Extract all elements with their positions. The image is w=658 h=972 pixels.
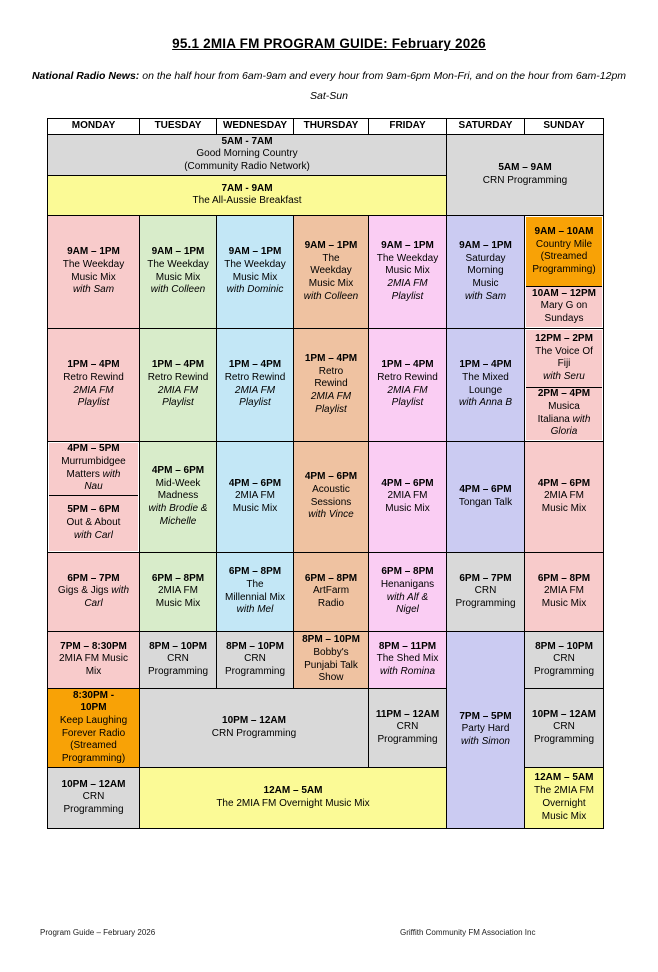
header-monday: MONDAY <box>48 118 140 134</box>
row-9am <box>48 215 604 328</box>
cell-mon-music-mix-7pm: 7PM – 8:30PM 2MIA FM Music Mix <box>48 631 140 688</box>
cell-tue-midweek-madness: 4PM – 6PM Mid-Week Madness with Brodie & Michelle <box>140 441 217 552</box>
news-note-label: National Radio News: <box>31 70 140 82</box>
cell-tue-music-mix-6pm: 6PM – 8PM 2MIA FM Music Mix <box>140 552 217 631</box>
row-6pm <box>48 552 604 631</box>
row-4pm <box>48 441 604 552</box>
cell-sat-tongan-talk: 4PM – 6PM Tongan Talk <box>447 441 525 552</box>
cell-fri-shed-mix: 8PM – 11PM The Shed Mix with Romina <box>369 631 447 688</box>
cell-wed-music-mix-4pm: 4PM – 6PM 2MIA FM Music Mix <box>217 441 294 552</box>
header-thursday: THURSDAY <box>294 118 369 134</box>
header-tuesday: TUESDAY <box>140 118 217 134</box>
footer-right: Griffith Community FM Association Inc <box>400 928 536 937</box>
cell-sat-mixed-lounge: 1PM – 4PM The Mixed Lounge with Anna B <box>447 328 525 441</box>
cell-weekend-crn-morning: 5AM – 9AM CRN Programming <box>447 134 604 215</box>
cell-sat-crn-6pm: 6PM – 7PM CRN Programming <box>447 552 525 631</box>
header-wednesday: WEDNESDAY <box>217 118 294 134</box>
cell-sun-country-mile: 9AM – 10AM Country Mile (Streamed Programming) <box>526 217 602 287</box>
news-note-text: on the half hour from 6am-9am and every hour from 9am-6pm Mon-Fri, and on the hour from 6am-12pm Sat-Sun <box>139 70 627 103</box>
cell-sun-overnight-music-mix: 12AM – 5AM The 2MIA FM Overnight Music Mix <box>525 767 604 828</box>
cell-wed-millennial-mix: 6PM – 8PM The Millennial Mix with Mel <box>217 552 294 631</box>
cell-thu-retro-rewind: 1PM – 4PM Retro Rewind 2MIA FM Playlist <box>294 328 369 441</box>
cell-tue-thu-crn-10pm: 10PM – 12AM CRN Programming <box>140 688 369 767</box>
page-title: 95.1 2MIA FM PROGRAM GUIDE: February 2026 <box>172 36 486 51</box>
cell-tue-crn-8pm: 8PM – 10PM CRN Programming <box>140 631 217 688</box>
cell-fri-music-mix-4pm: 4PM – 6PM 2MIA FM Music Mix <box>369 441 447 552</box>
row-1pm <box>48 328 604 441</box>
row-5am <box>48 134 604 175</box>
cell-fri-henanigans: 6PM – 8PM Henanigans with Alf & Nigel <box>369 552 447 631</box>
header-friday: FRIDAY <box>369 118 447 134</box>
cell-good-morning-country: 5AM - 7AM Good Morning Country (Community Radio Network) <box>48 134 447 175</box>
cell-mon-keep-laughing-forever: 8:30PM - 10PM Keep Laughing Forever Radio (Streamed Programming) <box>48 688 140 767</box>
cell-fri-retro-rewind: 1PM – 4PM Retro Rewind 2MIA FM Playlist <box>369 328 447 441</box>
header-sunday: SUNDAY <box>525 118 604 134</box>
cell-sun-crn-10pm: 10PM – 12AM CRN Programming <box>525 688 604 767</box>
cell-sat-party-hard: 7PM – 5PM Party Hard with Simon <box>447 631 525 828</box>
cell-fri-weekday-music-mix: 9AM – 1PM The Weekday Music Mix 2MIA FM Playlist <box>369 215 447 328</box>
cell-mon-afternoon-split <box>48 441 140 552</box>
footer-left: Program Guide – February 2026 <box>40 928 156 937</box>
news-note <box>29 66 629 107</box>
cell-wed-retro-rewind: 1PM – 4PM Retro Rewind 2MIA FM Playlist <box>217 328 294 441</box>
cell-wed-crn-8pm: 8PM – 10PM CRN Programming <box>217 631 294 688</box>
program-schedule-table <box>47 118 604 829</box>
cell-mon-weekday-music-mix: 9AM – 1PM The Weekday Music Mix with Sam <box>48 215 140 328</box>
cell-thu-acoustic-sessions: 4PM – 6PM Acoustic Sessions with Vince <box>294 441 369 552</box>
cell-mon-retro-rewind: 1PM – 4PM Retro Rewind 2MIA FM Playlist <box>48 328 140 441</box>
cell-sat-saturday-morning-music: 9AM – 1PM Saturday Morning Music with Sam <box>447 215 525 328</box>
cell-sun-music-mix-6pm: 6PM – 8PM 2MIA FM Music Mix <box>525 552 604 631</box>
row-8pm <box>48 631 604 688</box>
cell-sun-midday-split <box>525 328 604 441</box>
cell-sun-voice-of-fiji: 12PM – 2PM The Voice Of Fiji with Seru <box>526 330 602 388</box>
cell-sun-crn-8pm: 8PM – 10PM CRN Programming <box>525 631 604 688</box>
cell-tue-weekday-music-mix: 9AM – 1PM The Weekday Music Mix with Colleen <box>140 215 217 328</box>
cell-mon-murrumbidgee-matters: 4PM – 5PM Murrumbidgee Matters with Nau <box>49 443 138 496</box>
header-saturday: SATURDAY <box>447 118 525 134</box>
cell-thu-artfarm-radio: 6PM – 8PM ArtFarm Radio <box>294 552 369 631</box>
cell-tue-fri-overnight-music-mix: 12AM – 5AM The 2MIA FM Overnight Music Mix <box>140 767 447 828</box>
cell-tue-retro-rewind: 1PM – 4PM Retro Rewind 2MIA FM Playlist <box>140 328 217 441</box>
cell-thu-weekday-music-mix: 9AM – 1PM The Weekday Music Mix with Colleen <box>294 215 369 328</box>
cell-sun-music-mix-4pm: 4PM – 6PM 2MIA FM Music Mix <box>525 441 604 552</box>
cell-wed-weekday-music-mix: 9AM – 1PM The Weekday Music Mix with Dominic <box>217 215 294 328</box>
cell-sun-morning-split <box>525 215 604 328</box>
cell-mon-gigs-and-jigs: 6PM – 7PM Gigs & Jigs with Carl <box>48 552 140 631</box>
cell-thu-punjabi-talk-show: 8PM – 10PM Bobby's Punjabi Talk Show <box>294 631 369 688</box>
cell-all-aussie-breakfast: 7AM - 9AM The All-Aussie Breakfast <box>48 175 447 215</box>
cell-sun-mary-g: 10AM – 12PM Mary G on Sundays <box>526 287 602 327</box>
cell-mon-out-and-about: 5PM – 6PM Out & About with Carl <box>49 496 138 551</box>
cell-fri-crn-11pm: 11PM – 12AM CRN Programming <box>369 688 447 767</box>
header-row <box>48 118 604 134</box>
program-guide-page <box>0 36 658 972</box>
cell-mon-crn-10pm: 10PM – 12AM CRN Programming <box>48 767 140 828</box>
cell-sun-musica-italiana: 2PM – 4PM Musica Italiana with Gloria <box>526 388 602 440</box>
